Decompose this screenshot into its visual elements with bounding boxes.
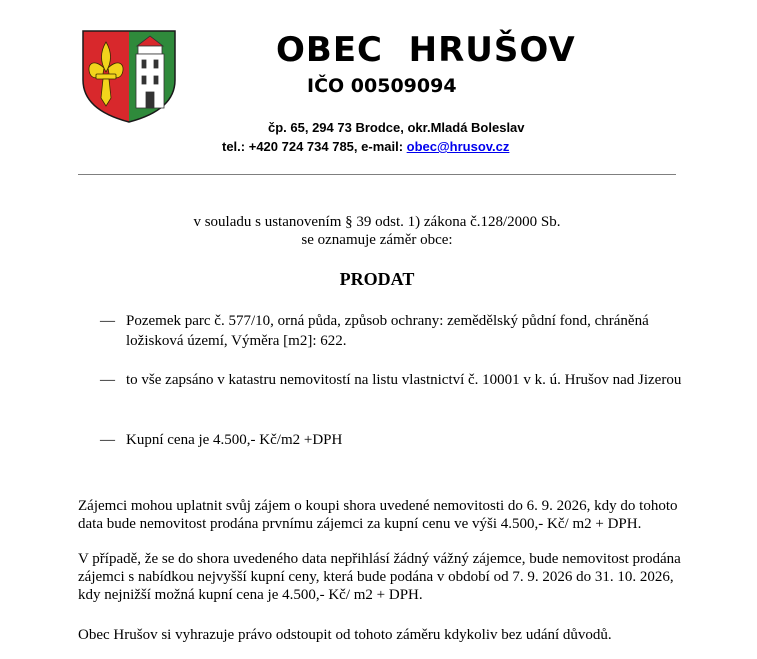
address-line: čp. 65, 294 73 Brodce, okr.Mladá Boleslav xyxy=(268,120,525,135)
list-item xyxy=(100,370,700,390)
intro-line-1: v souladu s ustanovením § 39 odst. 1) zákona č.128/2000 Sb. xyxy=(193,214,561,230)
paragraph-fallback: V případě, že se do shora uvedeného data nepřihlásí žádný vážný zájemce, bude nemovitost prodána zájemci s nabídkou nejvyšší kupní ceny, která bude podána v období od 7. 9. 2026 do 31. 10. 2026, kdy nejnižší možná kupní cena je 4.500,- Kč/ m2 + DPH. xyxy=(78,551,681,603)
company-id: IČO 00509094 xyxy=(307,75,457,97)
list-item xyxy=(100,430,700,450)
header-divider xyxy=(78,174,676,175)
list-item xyxy=(100,311,700,351)
list-dash: — xyxy=(100,432,115,448)
paragraph-interest: Zájemci mohou uplatnit svůj zájem o koupi shora uvedené nemovitosti do 6. 9. 2026, kdy do tohoto data bude nemovitost prodána prvnímu zájemci za kupní cenu ve výši 4.500,- Kč/ m2 + DPH. xyxy=(78,498,678,532)
notice-heading: PRODAT xyxy=(339,269,415,289)
paragraph-reservation: Obec Hrušov si vyhrazuje právo odstoupit od tohoto záměru kdykoliv bez udání důvodů. xyxy=(78,627,612,643)
list-item-text: Pozemek parc č. 577/10, orná půda, způsob ochrany: zemědělský půdní fond, chráněná ložisková území, Výměra [m2]: 622. xyxy=(126,313,649,349)
coat-of-arms-icon xyxy=(80,28,178,124)
list-dash: — xyxy=(100,372,115,388)
list-item-text: to vše zapsáno v katastru nemovitostí na listu vlastnictví č. 10001 v k. ú. Hrušov nad Jizerou xyxy=(126,372,682,388)
intro-line-2: se oznamuje záměr obce: xyxy=(301,232,453,248)
list-dash: — xyxy=(100,313,115,329)
email-link[interactable]: obec@hrusov.cz xyxy=(406,139,510,154)
municipality-title: OBEC HRUŠOV xyxy=(276,30,576,70)
contact-line xyxy=(222,139,509,154)
contact-prefix: tel.: +420 724 734 785, e-mail: xyxy=(222,139,407,154)
list-item-text: Kupní cena je 4.500,- Kč/m2 +DPH xyxy=(126,432,343,448)
